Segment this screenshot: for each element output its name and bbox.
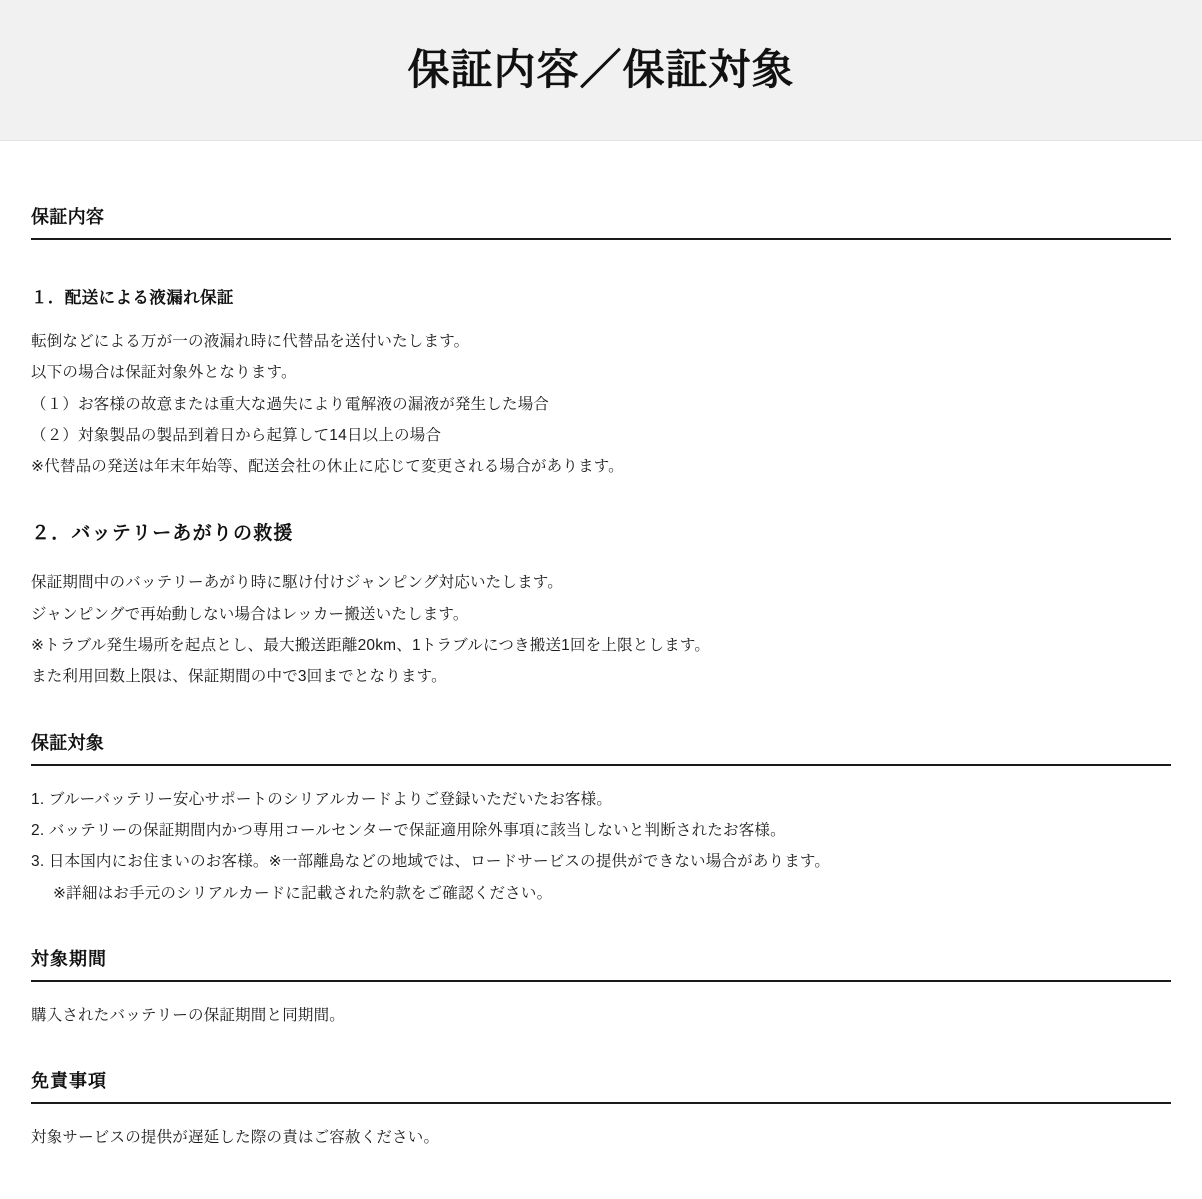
- warranty-item-2-line-1: 保証期間中のバッテリーあがり時に駆け付けジャンピング対応いたします。: [31, 574, 563, 592]
- warranty-item-2-line-2: ジャンピングで再始動しない場合はレッカー搬送いたします。: [31, 605, 469, 623]
- list-item: 3. 日本国内にお住まいのお客様。※一部離島などの地域では、ロードサービスの提供ができない場合があります。: [31, 853, 831, 871]
- section-target-period: [31, 945, 1171, 1031]
- disclaimer-body: [31, 1104, 1171, 1153]
- section-heading-warranty-content: 保証内容: [31, 203, 1171, 240]
- warranty-target-note: ※詳細はお手元のシリアルカードに記載された約款をご確認ください。: [53, 884, 553, 902]
- list-item: 2. バッテリーの保証期間内かつ専用コールセンターで保証適用除外事項に該当しないと判断されたお客様。: [31, 821, 786, 839]
- section-warranty-target: [31, 729, 1171, 909]
- section-warranty-content: [31, 203, 1171, 693]
- warranty-target-list: [31, 784, 1171, 878]
- list-item: 1. ブルーバッテリー安心サポートのシリアルカードよりご登録いただいたお客様。: [31, 790, 613, 808]
- section-heading-disclaimer: 免責事項: [31, 1067, 1171, 1104]
- target-period-body: [31, 982, 1171, 1031]
- warranty-item-2-heading: ２．バッテリーあがりの救援: [31, 523, 294, 545]
- warranty-item-2: [31, 518, 1171, 692]
- warranty-item-1-line-3: （１）お客様の故意または重大な過失により電解液の漏液が発生した場合: [31, 395, 550, 413]
- warranty-item-1-line-5: ※代替品の発送は年末年始等、配送会社の休止に応じて変更される場合があります。: [31, 458, 624, 476]
- warranty-item-1: [31, 240, 1171, 482]
- target-period-line-1: 購入されたバッテリーの保証期間と同期間。: [31, 1006, 346, 1024]
- warranty-item-1-line-1: 転倒などによる万が一の液漏れ時に代替品を送付いたします。: [31, 333, 470, 350]
- warranty-item-2-line-4: また利用回数上限は、保証期間の中で3回までとなります。: [31, 668, 447, 686]
- disclaimer-line-1: 対象サービスの提供が遅延した際の責はご容赦ください。: [31, 1129, 440, 1147]
- spacer: [31, 699, 1171, 729]
- spacer: [31, 915, 1171, 945]
- section-heading-warranty-target: 保証対象: [31, 729, 1171, 766]
- section-disclaimer: [31, 1067, 1171, 1153]
- warranty-item-2-line-3: ※トラブル発生場所を起点とし、最大搬送距離20km、1トラブルにつき搬送1回を上限とします。: [31, 637, 711, 655]
- document-content: [0, 141, 1202, 1199]
- warranty-item-1-line-2: 以下の場合は保証対象外となります。: [31, 364, 297, 382]
- warranty-item-1-line-4: （２）対象製品の製品到着日から起算して14日以上の場合: [31, 426, 442, 444]
- warranty-item-1-heading: １．配送による液漏れ保証: [31, 289, 234, 307]
- section-heading-target-period: 対象期間: [31, 945, 1171, 982]
- page-title: 保証内容／保証対象: [407, 45, 795, 93]
- page-header-band: [0, 0, 1202, 141]
- spacer: [31, 1037, 1171, 1067]
